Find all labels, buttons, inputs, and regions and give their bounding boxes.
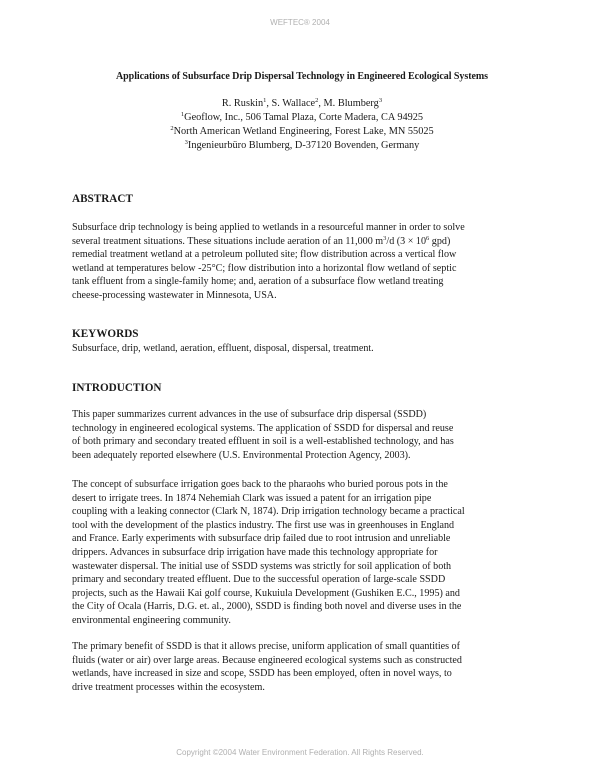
copyright-footer: Copyright ©2004 Water Environment Federation. All Rights Reserved. (176, 748, 424, 757)
text-line: The primary benefit of SSDD is that it allows precise, uniform application of small quantities of (72, 641, 460, 652)
affiliation-line (72, 139, 532, 153)
text-span: /d (3 × 10 (386, 235, 427, 247)
running-header: WEFTEC® 2004 (270, 18, 330, 27)
abstract-heading: ABSTRACT (72, 193, 133, 205)
affil-mark: 1 (180, 111, 185, 118)
text-line: environmental engineering community. (72, 614, 231, 626)
text-line: of both primary and secondary treated effluent in soil is a well-established technology, and has (72, 436, 454, 448)
author-name: R. Ruskin (221, 98, 264, 109)
text-line: wetlands, have increased in size and scope, SSDD has been employed, often in novel ways, to (72, 668, 452, 680)
author-name: S. Wallace (271, 98, 316, 109)
text-line: drive treatment processes within the ecosystem. (72, 681, 265, 693)
text-line: This paper summarizes current advances in the use of subsurface drip dispersal (SSDD) (72, 409, 427, 420)
introduction-heading: INTRODUCTION (72, 382, 162, 394)
text-line: wetland at temperatures below -25°C; flow distribution into a horizontal flow wetland of septic (72, 262, 457, 274)
author-line: R. Ruskin$^1$, S. Wallace$^2$, M. Blumberg$^3$ (221, 97, 383, 109)
keywords-heading: KEYWORDS (72, 328, 139, 340)
paper-title: Applications of Subsurface Drip Dispersal Technology in Engineered Ecological Systems (116, 71, 488, 82)
superscript: 3 (383, 234, 387, 242)
text-line: been adequately reported elsewhere (U.S. Environmental Protection Agency, 2003). (72, 449, 411, 461)
affil-mark: 3 (184, 139, 188, 146)
text-line: The concept of subsurface irrigation goes back to the pharaohs who buried porous pots in the (72, 479, 448, 490)
text-line: tool with the development of the plastics industry. The first use was in greenhouses in England (72, 519, 455, 531)
intro-paragraph-2 (72, 478, 544, 628)
affiliation-text: Geoflow, Inc., 506 Tamal Plaza, Corte Madera, CA 94925 (184, 112, 424, 123)
text-line: projects, such as the Hawaii Kai golf course, Kukuiula Development (Gushiken E.C., 1995) and (72, 587, 460, 599)
affil-mark: 2 (170, 125, 174, 132)
affiliation-line (72, 111, 532, 125)
text-span: several treatment situations. These situations include aeration of an 11,000 m (72, 235, 384, 247)
affiliation-text: Ingenieurbüro Blumberg, D-37120 Bovenden, Germany (187, 140, 420, 151)
text-line: coupling with a leaking connector (Clark N, 1874). Drip irrigation technology became a practical (72, 506, 465, 518)
text-line: desert to irrigate trees. In 1874 Nehemiah Clark was issued a patent for an irrigation pipe (72, 492, 432, 504)
author-affil-mark: 3 (378, 97, 383, 104)
intro-paragraph-3 (72, 640, 544, 694)
author-affil-mark: 2 (315, 97, 319, 104)
author-name: M. Blumberg (323, 98, 379, 109)
abstract-paragraph (72, 221, 544, 303)
affiliation-line (72, 125, 532, 139)
superscript: 6 (426, 234, 430, 242)
author-block (72, 97, 532, 153)
keywords-text: Subsurface, drip, wetland, aeration, effluent, disposal, dispersal, treatment. (72, 343, 374, 354)
author-affil-mark: 1 (263, 97, 267, 104)
text-line: and France. Early experiments with subsurface drip failed due to root intrusion and unreliable (72, 533, 451, 545)
text-line: primary and secondary treated effluent. Due to the successful operation of large-scale SSDD (72, 574, 446, 586)
text-line: technology in engineered ecological systems. The application of SSDD for dispersal and reuse (72, 422, 454, 434)
text-line: remedial treatment wetland at a petroleum polluted site; flow distribution across a vertical flow (72, 249, 457, 261)
text-line: tank effluent from a single-family home; and, aeration of a subsurface flow wetland treating (72, 276, 444, 288)
affiliation-text: North American Wetland Engineering, Forest Lake, MN 55025 (173, 126, 434, 137)
text-line: the City of Ocala (Harris, D.G. et. al., 2000), SSDD is finding both novel and diverse uses in the (72, 601, 462, 613)
text-span: gpd) (429, 235, 451, 247)
text-line: wastewater dispersal. The initial use of SSDD systems was strictly for soil application of both (72, 560, 452, 572)
text-line (72, 235, 544, 249)
text-line: fluids (water or air) over large areas. Because engineered ecological systems such as constructed (72, 654, 462, 666)
text-line: Subsurface drip technology is being applied to wetlands in a resourceful manner in order to solve (72, 222, 465, 233)
intro-paragraph-1 (72, 408, 544, 462)
text-line: drippers. Advances in subsurface drip irrigation have made this technology appropriate for (72, 546, 438, 558)
text-line: cheese-processing wastewater in Minnesota, USA. (72, 289, 277, 301)
